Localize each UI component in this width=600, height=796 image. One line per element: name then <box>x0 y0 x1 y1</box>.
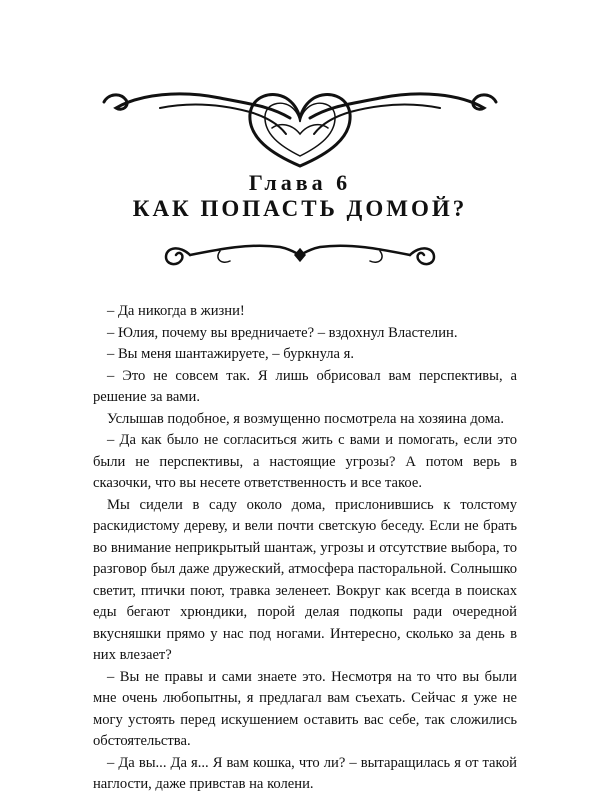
paragraph: Услышав подобное, я возмущенно посмотрела на хозяина дома. <box>107 410 505 427</box>
scroll-flourish-ornament <box>150 225 450 275</box>
right-scroll-curl <box>370 251 382 262</box>
paragraph: – Да как было не согласиться жить с вами и помогать, если это были не перспективы, а настоящие угрозы? А потом верь в сказочки, что вы несете ответственность и все такое. <box>93 432 517 491</box>
paragraph: Мы сидели в саду около дома, прислонившись к толстому раскидистому дереву, и вели почти светскую беседу. Если не брать во внимание неприкрытый шантаж, угрозы и отсутствие выбора, то разговор был даже дружеский, атмосфера пасторальной. Солнышко светит, птички поют, травка зеленеет. Вокруг как всегда в поисках еды бегают хрюндики, порой делая подкопы ради очередной вкусняшки прямо у нас под ногами. Интересно, сколько за день в них влезает? <box>93 496 517 663</box>
paragraph: – Да никогда в жизни! <box>107 303 245 319</box>
paragraph: – Вы меня шантажируете, – буркнула я. <box>107 346 355 362</box>
paragraph: – Юлия, почему вы вредничаете? – вздохнул Властелин. <box>107 324 458 341</box>
paragraph: – Да вы... Да я... Я вам кошка, что ли? – вытаращилась я от такой наглости, даже привстав на колени. <box>93 754 517 792</box>
paragraph: – Вы не правы и сами знаете это. Несмотря на то что вы были мне очень любопытны, я предлагал вам съехать. Сейчас я уже не могу устоять перед искушением оставить вас себе, так сложились обстоятельства. <box>93 668 517 749</box>
chapter-number: Глава 6 <box>248 170 352 195</box>
left-scroll-line <box>190 246 300 255</box>
heart-flourish-ornament <box>100 68 500 178</box>
right-scroll <box>410 248 434 264</box>
chapter-title: КАК ПОПАСТЬ ДОМОЙ? <box>132 196 468 221</box>
right-scroll-line <box>300 246 410 255</box>
center-diamond <box>295 249 305 261</box>
left-scroll <box>166 248 190 264</box>
chapter-body <box>93 301 517 796</box>
heart-swirls <box>272 125 328 134</box>
paragraph: – Это не совсем так. Я лишь обрисовал вам перспективы, а решение за вами. <box>93 367 517 405</box>
left-scroll-curl <box>218 251 230 262</box>
